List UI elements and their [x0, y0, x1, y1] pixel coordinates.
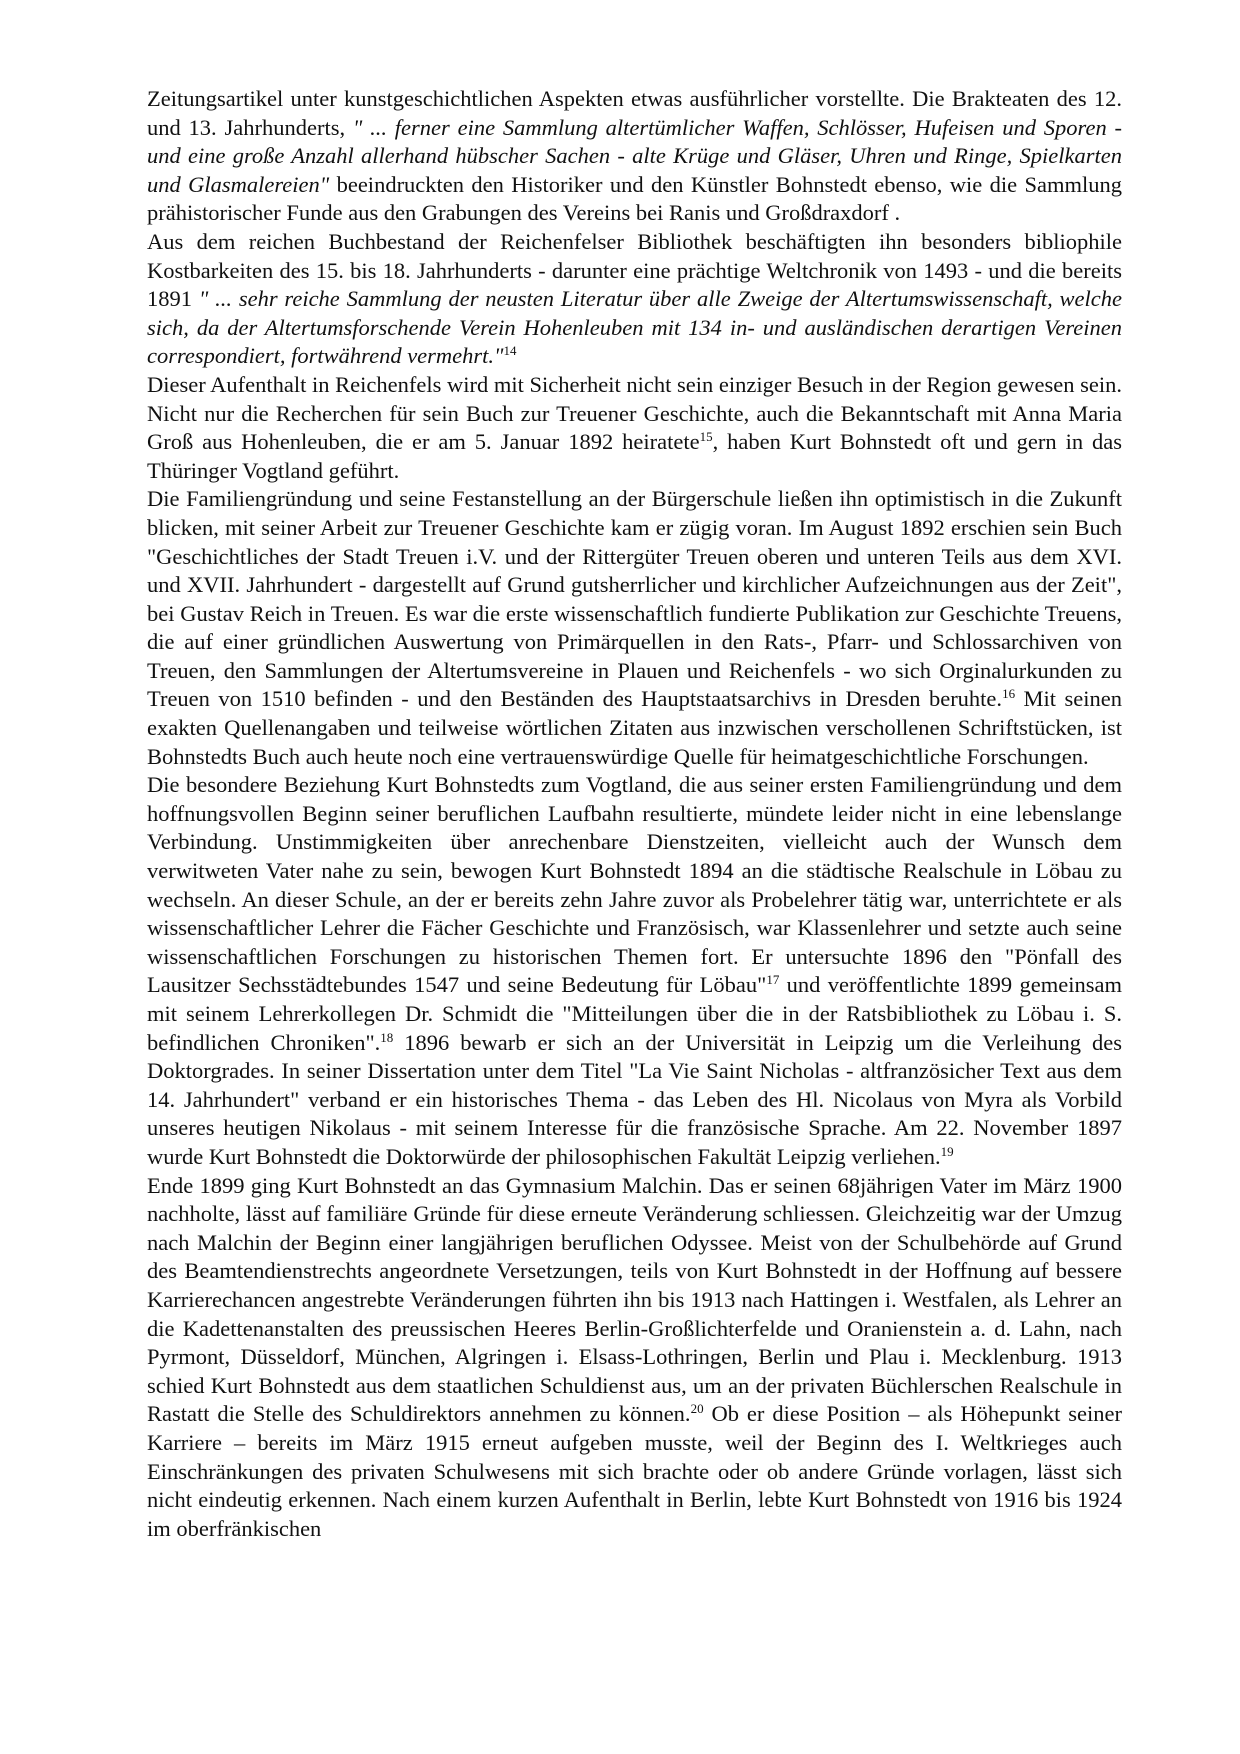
text-run: Mit seinen exakten Quellenangaben und teilweise wörtlichen Zitaten aus inzwischen verschollenen Schriftstücken, ist Bohnstedts Buch auch heute noch eine vertrauenswürdige Quelle für heimatgeschichtliche Forschungen.: [147, 686, 1123, 769]
footnote-reference: 18: [380, 1029, 394, 1045]
paragraph: [147, 228, 1122, 371]
paragraph: [147, 485, 1122, 771]
paragraph: [147, 371, 1122, 485]
paragraph: [147, 85, 1122, 228]
text-run: beeindruckten den Historiker und den Künstler Bohnstedt ebenso, wie die Sammlung prähistorischer Funde aus den Grabungen des Vereins bei Ranis und Großdraxdorf .: [147, 171, 1123, 226]
italic-quotation: " ... sehr reiche Sammlung der neusten Literatur über alle Zweige der Altertumswissenschaft, welche sich, da der Altertumsforschende Verein Hohenleuben mit 134 in- und ausländischen derartigen Vereinen correspondiert, fortwährend vermehrt.": [147, 286, 1122, 369]
footnote-reference: 15: [699, 429, 713, 445]
text-run: Aus dem reichen Buchbestand der Reichenfelser Bibliothek beschäftigten ihn besonders bibliophile Kostbarkeiten des 15. bis 18. Jahrhunderts - darunter eine prächtige Weltchronik von 1493 - und die bereits 1891: [147, 228, 1122, 312]
italic-quotation: " ... ferner eine Sammlung altertümlicher Waffen, Schlösser, Hufeisen und Sporen - und eine große Anzahl allerhand hübscher Sachen - alte Krüge und Gläser, Uhren und Ringe, Spielkarten und Glasmalereien": [147, 114, 1122, 197]
text-run: und veröffentlichte 1899 gemeinsam mit seinem Lehrerkollegen Dr. Schmidt die "Mitteilungen über die in der Ratsbibliothek zu Löbau i. S. befindlichen Chroniken".: [147, 972, 1122, 1055]
paragraph: [147, 771, 1122, 1171]
footnote-reference: 16: [1002, 686, 1016, 702]
text-run: Ende 1899 ging Kurt Bohnstedt an das Gymnasium Malchin. Das er seinen 68jährigen Vater im März 1900 nachholte, lässt auf familiäre Gründe für diese erneute Veränderung schliessen. Gleichzeitig war der Umzug nach Malchin der Beginn einer langjährigen beruflichen Odyssee. Meist von der Schulbehörde auf Grund des Beamtendienstrechts angeordnete Versetzungen, teils von Kurt Bohnstedt in der Hoffnung auf bessere Karrierechancen angestrebte Veränderungen führten ihn bis 1913 nach Hattingen i. Westfalen, als Lehrer an die Kadettenanstalten des preussischen Heeres Berlin-Großlichterfelde und Oranienstein a. d. Lahn, nach Pyrmont, Düsseldorf, München, Algringen i. Elsass-Lothringen, Berlin und Plau i. Mecklenburg. 1913 schied Kurt Bohnstedt aus dem staatlichen Schuldienst aus, um an der privaten Büchlerschen Realschule in Rastatt die Stelle des Schuldirektors annehmen zu können.: [147, 1172, 1122, 1427]
footnote-reference: 19: [940, 1143, 954, 1159]
text-run: Die Familiengründung und seine Festanstellung an der Bürgerschule ließen ihn optimistisch in die Zukunft blicken, mit seiner Arbeit zur Treuener Geschichte kam er zügig voran. Im August 1892 erschien sein Buch "Geschichtliches der Stadt Treuen i.V. und der Rittergüter Treuen oberen und unteren Teils aus dem XVI. und XVII. Jahrhundert - dargestellt auf Grund gutsherrlicher und kirchlicher Aufzeichnungen aus der Zeit", bei Gustav Reich in Treuen. Es war die erste wissenschaftlich fundierte Publikation zur Geschichte Treuens, die auf einer gründlichen Auswertung von Primärquellen in den Rats-, Pfarr- und Schlossarchiven von Treuen, den Sammlungen der Altertumsvereine in Plauen und Reichenfels - wo sich Orginalurkunden zu Treuen von 1510 befinden - und den Beständen des Hauptstaatsarchivs in Dresden beruhte.: [147, 486, 1122, 712]
footnote-reference: 20: [690, 1401, 704, 1417]
text-run: 1896 bewarb er sich an der Universität in Leipzig um die Verleihung des Doktorgrades. In seiner Dissertation unter dem Titel "La Vie Saint Nicholas - altfranzösicher Text aus dem 14. Jahrhundert" verband er ein historisches Thema - das Leben des Hl. Nicolaus von Myra als Vorbild unseres heutigen Nikolaus - mit seinem Interesse für die französische Sprache. Am 22. November 1897 wurde Kurt Bohnstedt die Doktorwürde der philosophischen Fakultät Leipzig verliehen.: [147, 1029, 1122, 1169]
text-run: Die besondere Beziehung Kurt Bohnstedts zum Vogtland, die aus seiner ersten Familiengründung und dem hoffnungsvollen Beginn seiner beruflichen Laufbahn resultierte, mündete leider nicht in eine lebenslange Verbindung. Unstimmigkeiten über anrechenbare Dienstzeiten, vielleicht auch der Wunsch dem verwitweten Vater nahe zu sein, bewogen Kurt Bohnstedt 1894 an die städtische Realschule in Löbau zu wechseln. An dieser Schule, an der er bereits zehn Jahre zuvor als Probelehrer tätig war, unterrichtete er als wissenschaftlicher Lehrer die Fächer Geschichte und Französisch, war Klassenlehrer und setzte auch seine wissenschaftlichen Forschungen zu historischen Themen fort. Er untersuchte 1896 den "Pönfall des Lausitzer Sechsstädtebundes 1547 und seine Bedeutung für Löbau": [147, 772, 1122, 998]
footnote-reference: 14: [503, 343, 517, 359]
text-run: Dieser Aufenthalt in Reichenfels wird mit Sicherheit nicht sein einziger Besuch in der Region gewesen sein. Nicht nur die Recherchen für sein Buch zur Treuener Geschichte, auch die Bekanntschaft mit Anna Maria Groß aus Hohenleuben, die er am 5. Januar 1892 heiratete: [147, 371, 1122, 455]
text-run: Ob er diese Position – als Höhepunkt seiner Karriere – bereits im März 1915 erneut aufgeben musste, weil der Beginn des I. Weltkrieges auch Einschränkungen des privaten Schulwesens mit sich brachte oder ob andere Gründe vorlagen, lässt sich nicht eindeutig erkennen. Nach einem kurzen Aufenthalt in Berlin, lebte Kurt Bohnstedt von 1916 bis 1924 im oberfränkischen: [147, 1401, 1122, 1541]
text-run: , haben Kurt Bohnstedt oft und gern in das Thüringer Vogtland geführt.: [147, 429, 1122, 483]
paragraph: [147, 1172, 1122, 1544]
footnote-reference: 17: [766, 972, 780, 988]
document-page: [147, 85, 1122, 1543]
text-run: Zeitungsartikel unter kunstgeschichtlichen Aspekten etwas ausführlicher vorstellte. Die Brakteaten des 12. und 13. Jahrhunderts,: [147, 86, 1122, 140]
